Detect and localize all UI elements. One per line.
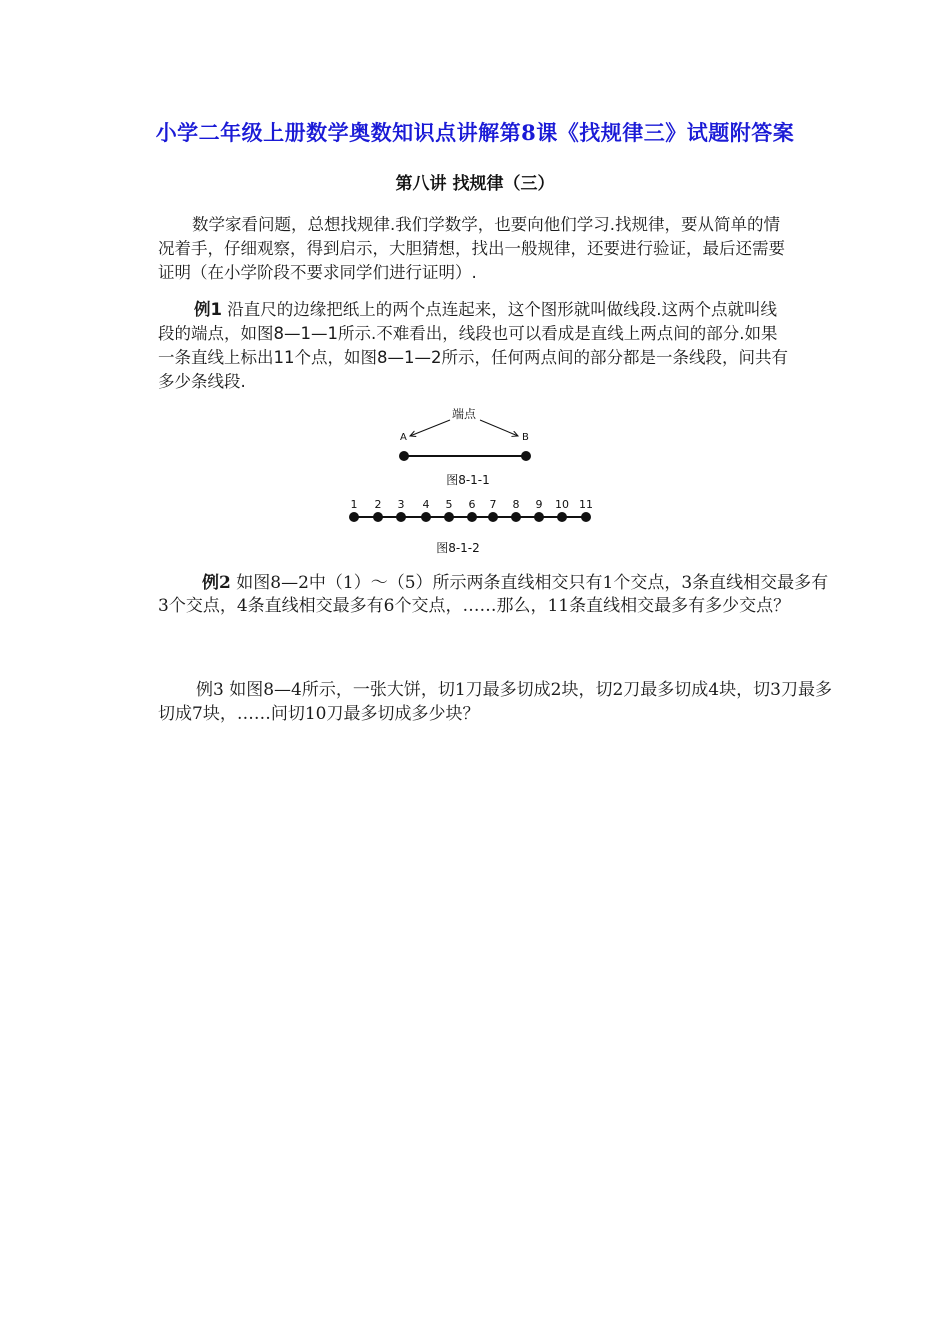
example-1-label: 例1 bbox=[194, 300, 222, 319]
figures-8-1 bbox=[330, 400, 630, 560]
figure-8-1-1-caption: 图8-1-1 bbox=[446, 473, 490, 487]
document-title: 小学二年级上册数学奥数知识点讲解第8课《找规律三》试题附答案 bbox=[155, 120, 795, 145]
point-dot-1 bbox=[349, 512, 359, 522]
point-dot-10 bbox=[557, 512, 567, 522]
point-label-1: 1 bbox=[350, 498, 358, 511]
point-dot-2 bbox=[373, 512, 383, 522]
point-label-8: 8 bbox=[512, 498, 520, 511]
point-label-9: 9 bbox=[535, 498, 543, 511]
example-1-paragraph bbox=[158, 298, 788, 394]
example-3-text: 如图8—4所示，一张大饼，切1刀最多切成2块，切2刀最多切成4块，切3刀最多切成7块，……问切10刀最多切成多少块？ bbox=[158, 680, 832, 724]
point-dot-3 bbox=[396, 512, 406, 522]
example-2-text: 如图8—2中（1）～（5）所示两条直线相交只有1个交点，3条直线相交最多有3个交点，4条直线相交最多有6个交点，……那么，11条直线相交最多有多少交点？ bbox=[158, 573, 829, 616]
point-dot-9 bbox=[534, 512, 544, 522]
point-dot-4 bbox=[421, 512, 431, 522]
point-label-2: 2 bbox=[374, 498, 382, 511]
figure-8-1-2-caption: 图8-1-2 bbox=[436, 541, 480, 555]
endpoint-b-dot bbox=[521, 451, 531, 461]
endpoint-arrow-left bbox=[410, 420, 450, 436]
point-dot-6 bbox=[467, 512, 477, 522]
point-dot-11 bbox=[581, 512, 591, 522]
example-2-paragraph bbox=[158, 572, 834, 618]
point-label-11: 11 bbox=[579, 498, 593, 511]
point-dot-7 bbox=[488, 512, 498, 522]
point-dot-8 bbox=[511, 512, 521, 522]
point-dot-5 bbox=[444, 512, 454, 522]
endpoint-arrow-right bbox=[480, 420, 518, 436]
eleven-points-group bbox=[349, 498, 593, 522]
point-label-3: 3 bbox=[397, 498, 405, 511]
point-a-label: A bbox=[400, 432, 407, 443]
endpoint-a-dot bbox=[399, 451, 409, 461]
example-2-label: 例2 bbox=[202, 573, 231, 593]
point-label-10: 10 bbox=[555, 498, 569, 511]
point-label-4: 4 bbox=[422, 498, 430, 511]
point-b-label: B bbox=[522, 432, 529, 443]
example-1-text: 沿直尺的边缘把纸上的两个点连起来，这个图形就叫做线段.这两个点就叫线段的端点，如图8—1—1所示.不难看出，线段也可以看成是直线上两点间的部分.如果一条直线上标出11个点，如图8—1—2所示，任何两点间的部分都是一条线段，问共有多少条线段. bbox=[158, 300, 788, 391]
point-label-6: 6 bbox=[468, 498, 476, 511]
example-3-paragraph bbox=[158, 678, 834, 726]
point-label-7: 7 bbox=[489, 498, 497, 511]
example-3-label: 例3 bbox=[196, 680, 224, 700]
intro-paragraph: 数学家看问题，总想找规律.我们学数学，也要向他们学习.找规律，要从简单的情况着手，仔细观察，得到启示，大胆猜想，找出一般规律，还要进行验证，最后还需要证明（在小学阶段不要求同学们进行证明）. bbox=[158, 215, 785, 282]
lesson-title: 第八讲 找规律（三） bbox=[395, 174, 555, 194]
point-label-5: 5 bbox=[445, 498, 453, 511]
endpoint-label: 端点 bbox=[451, 407, 477, 421]
